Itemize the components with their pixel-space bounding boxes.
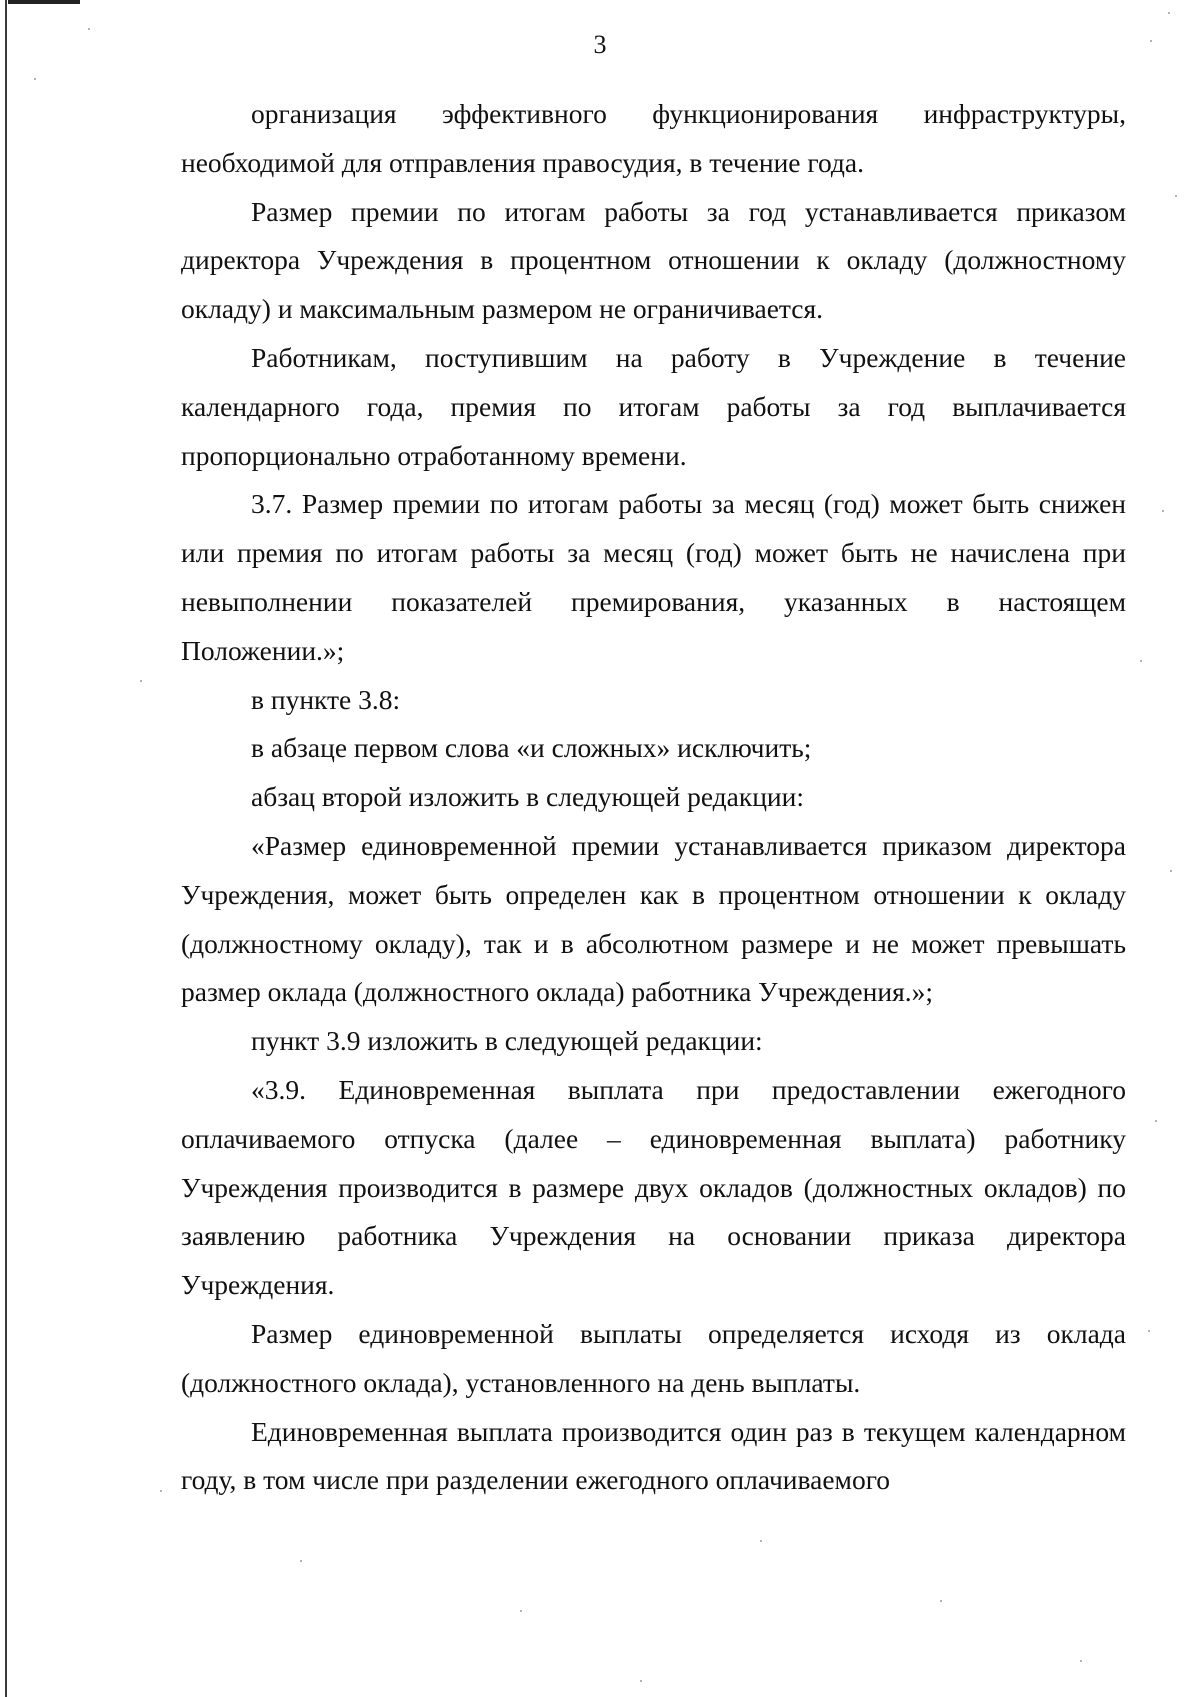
scan-speck bbox=[640, 1680, 642, 1682]
scan-speck bbox=[88, 28, 90, 30]
scan-speck bbox=[760, 1540, 762, 1542]
page-number: 3 bbox=[593, 30, 607, 59]
paragraph: «3.9. Единовременная выплата при предоставлении ежегодного оплачиваемого отпуска (далее – единовременная выплата) работнику Учреждения производится в размере двух окладов (должностных окладов) по заявлению работника Учреждения на основании приказа директора Учреждения. bbox=[181, 1073, 1126, 1301]
scan-speck bbox=[1148, 1330, 1150, 1332]
paragraph: пункт 3.9 изложить в следующей редакции: bbox=[251, 1025, 763, 1057]
scan-speck bbox=[34, 78, 36, 80]
scan-speck bbox=[1150, 40, 1152, 42]
paragraph: в абзаце первом слова «и сложных» исключить; bbox=[251, 732, 812, 764]
scan-top-mark bbox=[8, 0, 80, 4]
document-body bbox=[181, 90, 1126, 1505]
paragraph: Размер премии по итогам работы за год устанавливается приказом директора Учреждения в процентном отношении к окладу (должностному окладу) и максимальным размером не ограничивается. bbox=[181, 195, 1126, 325]
scan-speck bbox=[1080, 1660, 1082, 1662]
scan-left-edge bbox=[5, 0, 7, 1697]
scan-speck bbox=[1168, 12, 1170, 14]
scan-speck bbox=[1162, 510, 1164, 512]
paragraph: Работникам, поступившим на работу в Учреждение в течение календарного года, премия по итогам работы за год выплачивается пропорционально отработанному времени. bbox=[181, 341, 1126, 471]
scan-speck bbox=[520, 1610, 522, 1612]
scan-speck bbox=[1170, 870, 1172, 872]
scan-speck bbox=[1155, 1120, 1157, 1122]
paragraph: «Размер единовременной премии устанавливается приказом директора Учреждения, может быть определен как в процентном отношении к окладу (должностному окладу), так и в абсолютном размере и не может превышать размер оклада (должностного оклада) работника Учреждения.»; bbox=[181, 829, 1126, 1008]
scan-speck bbox=[940, 1600, 942, 1602]
paragraph: Единовременная выплата производится один раз в текущем календарном году, в том числе при разделении ежегодного оплачиваемого bbox=[181, 1415, 1126, 1496]
paragraph: Размер единовременной выплаты определяется исходя из оклада (должностного оклада), установленного на день выплаты. bbox=[181, 1317, 1126, 1398]
scan-speck bbox=[1140, 660, 1142, 662]
paragraph: организация эффективного функционирования инфраструктуры, необходимой для отправления правосудия, в течение года. bbox=[181, 98, 1126, 178]
scan-speck bbox=[1175, 195, 1177, 197]
paragraph: абзац второй изложить в следующей редакции: bbox=[251, 781, 805, 813]
scan-speck bbox=[160, 1490, 162, 1492]
paragraph: в пункте 3.8: bbox=[251, 683, 401, 715]
paragraph: 3.7. Размер премии по итогам работы за месяц (год) может быть снижен или премия по итогам работы за месяц (год) может быть не начислена при невыполнении показателей премирования, указанных в настоящем Положении.»; bbox=[181, 488, 1126, 666]
scan-speck bbox=[140, 680, 142, 682]
scan-speck bbox=[300, 1560, 302, 1562]
